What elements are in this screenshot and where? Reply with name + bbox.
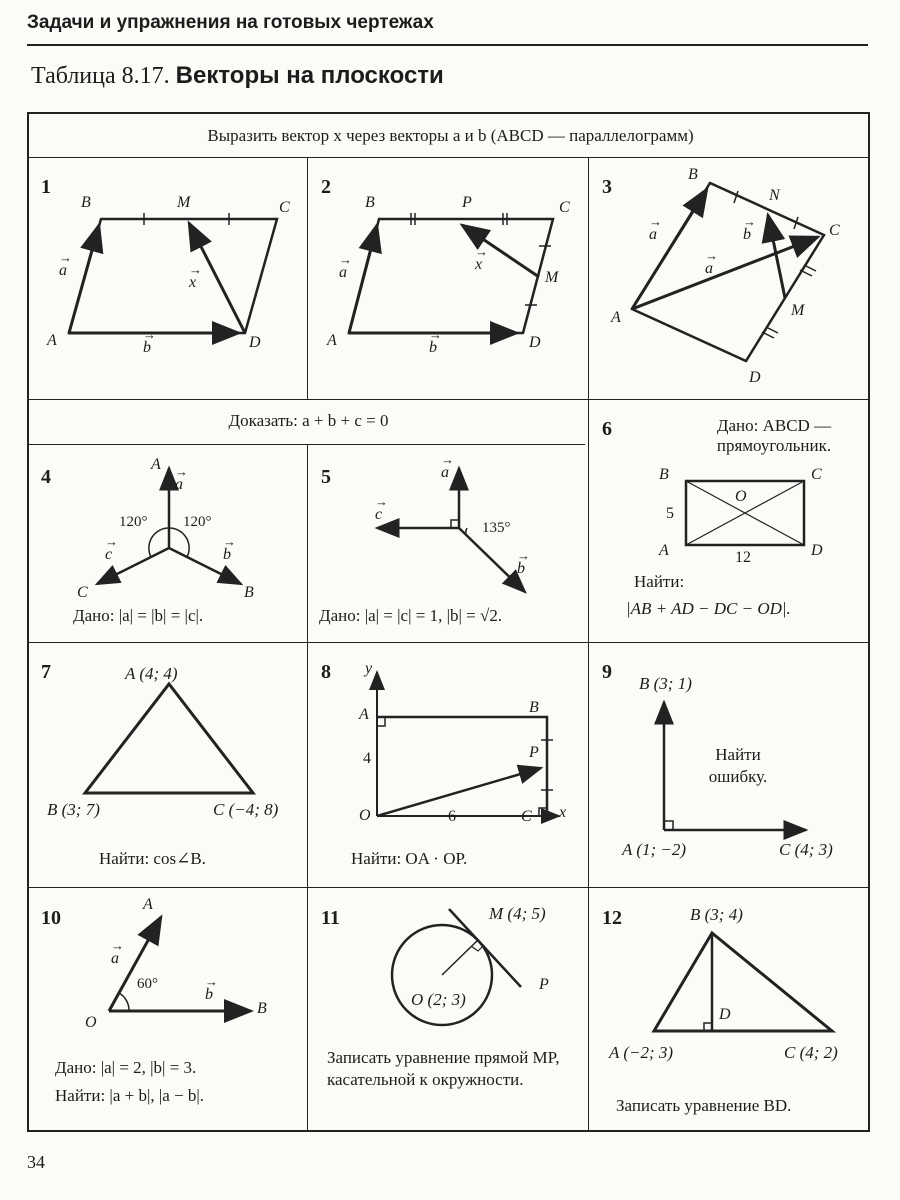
label-B: B xyxy=(244,584,254,601)
point-O: O (2; 3) xyxy=(411,990,466,1009)
page-number: 34 xyxy=(27,1152,45,1172)
label-A: A xyxy=(143,896,153,913)
given-p10: Дано: |a| = 2, |b| = 3. xyxy=(55,1058,197,1077)
label-A: A xyxy=(359,706,369,723)
point-C: C (4; 3) xyxy=(779,840,833,859)
problem-number: 9 xyxy=(602,661,612,683)
problem-number: 3 xyxy=(602,176,612,198)
label-A: A xyxy=(327,332,337,349)
label-P: P xyxy=(462,194,472,211)
vector-a-arrow xyxy=(69,225,99,333)
label-C: C xyxy=(77,584,88,601)
label-B: B xyxy=(257,1000,267,1017)
vertex-A: A (4; 4) xyxy=(125,664,178,683)
problem-number: 7 xyxy=(41,661,51,683)
label-P: P xyxy=(529,744,539,761)
problem-number: 4 xyxy=(41,466,51,488)
table-name: Векторы на плоскости xyxy=(175,62,444,89)
label-vec-b: → b xyxy=(429,339,437,357)
find-label: Найти: xyxy=(634,572,685,591)
figure-p1 xyxy=(29,157,307,399)
vector-x-arrow xyxy=(462,225,539,277)
given-p5: Дано: |a| = |c| = 1, |b| = √2. xyxy=(319,606,503,625)
label-vec-c: → c xyxy=(105,546,112,564)
label-vec-a: → a xyxy=(705,260,713,278)
table-label: Таблица 8.17. xyxy=(31,63,170,89)
section-prove: Доказать: a + b + c = 0 xyxy=(228,411,389,430)
length-OC: 6 xyxy=(448,808,456,825)
parallelogram xyxy=(69,219,277,333)
point-B: B (3; 4) xyxy=(690,905,743,924)
problem-number: 8 xyxy=(321,661,331,683)
vector-a-arrow xyxy=(632,237,818,309)
label-C: C xyxy=(559,199,570,216)
given-p6: Дано: ABCD — прямоугольник. xyxy=(716,416,832,455)
label-vec-a: → a xyxy=(111,950,119,968)
table-title xyxy=(31,62,444,90)
task-p9: Найти ошибку. xyxy=(708,745,768,786)
label-O: O xyxy=(359,807,371,824)
side-long: 12 xyxy=(735,549,751,566)
header-rule xyxy=(27,44,868,46)
label-y: y xyxy=(365,660,373,677)
label-C: C xyxy=(811,466,822,483)
label-vec-x: → b xyxy=(743,226,751,244)
label-A: A xyxy=(151,456,161,473)
label-vec-b: → b xyxy=(517,560,525,578)
label-N: N xyxy=(769,187,780,204)
point-B: B (3; 1) xyxy=(639,674,692,693)
problem-number: 12 xyxy=(602,907,622,929)
label-vec-x: → x xyxy=(475,256,482,274)
problem-number: 2 xyxy=(321,176,331,198)
label-D: D xyxy=(811,542,823,559)
angle-left: 120° xyxy=(119,514,148,530)
point-M: M (4; 5) xyxy=(489,904,546,923)
angle: 135° xyxy=(482,520,511,536)
vector-b-arrow xyxy=(459,528,525,592)
problem-grid xyxy=(27,112,870,1132)
label-vec-a-tag: → a xyxy=(649,226,657,244)
label-C: C xyxy=(829,222,840,239)
rectangle xyxy=(377,717,547,816)
vector-a-arrow xyxy=(349,225,377,333)
angle: 60° xyxy=(137,976,158,992)
label-vec-b: → b xyxy=(143,339,151,357)
running-header: Задачи и упражнения на готовых чертежах xyxy=(27,12,434,33)
find-p7: Найти: cos∠B. xyxy=(99,849,206,868)
label-B: B xyxy=(529,699,539,716)
angle-right: 120° xyxy=(183,514,212,530)
point-A: A (1; −2) xyxy=(622,840,687,859)
label-D: D xyxy=(529,334,541,351)
label-A: A xyxy=(611,309,621,326)
find-expression: |AB + AD − DC − OD|. xyxy=(626,599,791,618)
problem-number: 6 xyxy=(602,418,612,440)
problem-number: 1 xyxy=(41,176,51,198)
label-B: B xyxy=(365,194,375,211)
vertex-C: C (−4; 8) xyxy=(213,800,279,819)
section-express: Выразить вектор x через векторы a и b (ABCD — параллелограмм) xyxy=(207,126,694,145)
point-C: C (4; 2) xyxy=(784,1043,838,1062)
label-D: D xyxy=(749,369,761,386)
label-O: O xyxy=(85,1014,97,1031)
problem-number: 10 xyxy=(41,907,61,929)
vector-OP xyxy=(377,768,541,816)
label-vec-a: → a xyxy=(59,262,67,280)
label-D: D xyxy=(249,334,261,351)
label-vec-b: → b xyxy=(205,986,213,1004)
label-M: M xyxy=(545,269,559,286)
label-x: x xyxy=(559,804,567,821)
label-C: C xyxy=(521,808,532,825)
problem-number: 5 xyxy=(321,466,331,488)
side-short: 5 xyxy=(666,505,674,522)
label-B: B xyxy=(688,166,698,183)
label-B: B xyxy=(659,466,669,483)
label-vec-a: → a xyxy=(339,264,347,282)
label-O: O xyxy=(735,488,747,505)
label-A: A xyxy=(659,542,669,559)
label-B: B xyxy=(81,194,91,211)
label-vec-c: → c xyxy=(375,506,382,524)
label-M: M xyxy=(791,302,805,319)
vector-b-arrow xyxy=(632,189,707,309)
find-p8: Найти: OA · OP. xyxy=(351,849,468,868)
triangle xyxy=(654,933,832,1031)
label-A: A xyxy=(47,332,57,349)
label-vec-x: → x xyxy=(189,274,196,292)
label-vec-a: → a xyxy=(441,464,449,482)
label-vec-a: → a xyxy=(175,476,183,494)
task-p11: Записать уравнение прямой MP, касательной к окружности. xyxy=(327,1048,560,1089)
point-A: A (−2; 3) xyxy=(609,1043,674,1062)
triangle xyxy=(85,684,253,793)
label-vec-b: → b xyxy=(223,546,231,564)
vector-x-arrow xyxy=(189,223,245,333)
radius-OM xyxy=(442,940,478,975)
problem-number: 11 xyxy=(321,907,340,929)
parallelogram xyxy=(349,219,553,333)
label-P: P xyxy=(539,976,549,993)
length-OA: 4 xyxy=(363,750,371,767)
label-D: D xyxy=(719,1006,731,1023)
figure-p3 xyxy=(588,157,872,399)
vertex-B: B (3; 7) xyxy=(47,800,100,819)
label-M: M xyxy=(177,194,191,211)
given-p4: Дано: |a| = |b| = |c|. xyxy=(73,606,204,625)
task-p12: Записать уравнение BD. xyxy=(616,1096,792,1115)
find-p10: Найти: |a + b|, |a − b|. xyxy=(55,1086,205,1105)
label-C: C xyxy=(279,199,290,216)
